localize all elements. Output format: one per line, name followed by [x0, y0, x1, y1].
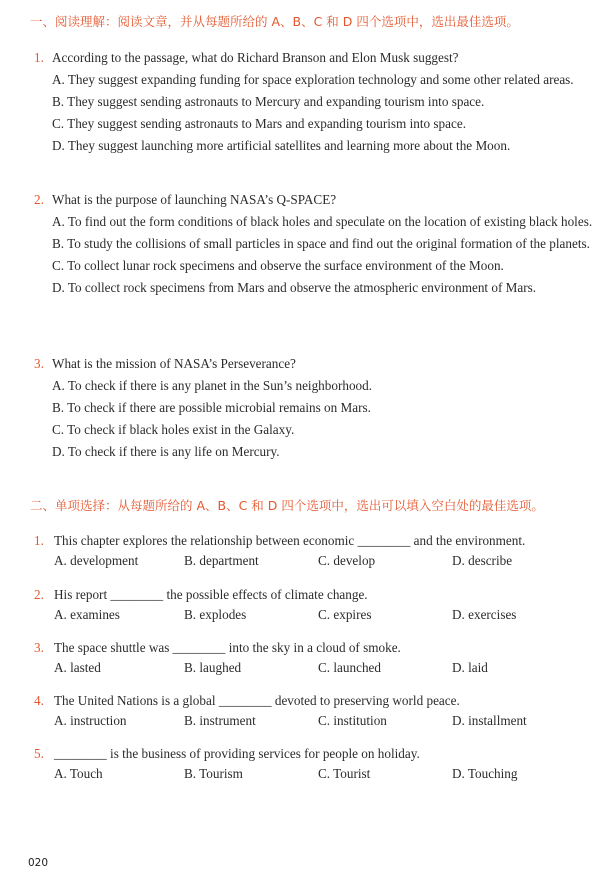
reading-question-2 — [34, 189, 599, 299]
question-stem: ________ is the business of providing services for people on holiday. — [54, 746, 420, 761]
option-b: B. instrument — [184, 713, 256, 728]
option-a: A. Touch — [54, 766, 103, 781]
question-stem: This chapter explores the relationship between economic ________ and the environment. — [54, 533, 526, 548]
option-d: D. To check if there is any life on Mercury. — [52, 444, 280, 459]
option-a: A. To check if there is any planet in the Sun’s neighborhood. — [52, 378, 373, 393]
question-stem: The United Nations is a global ________ devoted to preserving world peace. — [54, 693, 460, 708]
option-c: C. launched — [318, 660, 381, 675]
option-d: D. describe — [452, 553, 513, 568]
reading-question-3 — [34, 353, 599, 463]
choice-question-2 — [34, 585, 594, 627]
option-c: C. They suggest sending astronauts to Mars and expanding tourism into space. — [52, 116, 467, 131]
question-number: 3. — [34, 640, 44, 655]
option-a: A. lasted — [54, 660, 101, 675]
option-c: C. develop — [318, 553, 376, 568]
question-number: 5. — [34, 746, 44, 761]
page-number: 020 — [28, 857, 49, 869]
question-number: 3. — [34, 356, 44, 371]
option-b: B. laughed — [184, 660, 242, 675]
section2-heading: 二、单项选择：从每题所给的 A、B、C 和 D 四个选项中，选出可以填入空白处的最佳选项。 — [30, 498, 544, 513]
choice-question-4 — [34, 691, 594, 733]
question-number: 1. — [34, 533, 44, 548]
option-a: A. examines — [54, 607, 120, 622]
section1-heading: 一、阅读理解：阅读文章，并从每题所给的 A、B、C 和 D 四个选项中，选出最佳选项。 — [30, 14, 519, 29]
option-a: A. instruction — [54, 713, 127, 728]
option-b: B. explodes — [184, 607, 247, 622]
option-b: B. department — [184, 553, 259, 568]
option-a: A. They suggest expanding funding for space exploration technology and some other related areas. — [52, 72, 574, 87]
question-number: 4. — [34, 693, 44, 708]
option-d: D. They suggest launching more artificial satellites and learning more about the Moon. — [52, 138, 511, 153]
question-number: 2. — [34, 192, 44, 207]
option-b: B. To check if there are possible microbial remains on Mars. — [52, 400, 371, 415]
option-b: B. To study the collisions of small particles in space and find out the original formation of the planets. — [52, 236, 590, 251]
reading-question-1 — [34, 47, 599, 157]
option-a: A. development — [54, 553, 139, 568]
choice-question-3 — [34, 638, 594, 680]
option-d: D. To collect rock specimens from Mars and observe the atmospheric environment of Mars. — [52, 280, 537, 295]
option-b: B. Tourism — [184, 766, 243, 781]
option-d: D. laid — [452, 660, 488, 675]
option-c: C. institution — [318, 713, 387, 728]
option-c: C. Tourist — [318, 766, 371, 781]
option-a: A. To find out the form conditions of black holes and speculate on the location of existing black holes. — [52, 214, 593, 229]
question-stem: His report ________ the possible effects of climate change. — [54, 587, 368, 602]
option-d: D. installment — [452, 713, 527, 728]
option-b: B. They suggest sending astronauts to Mercury and expanding tourism into space. — [52, 94, 485, 109]
question-stem: According to the passage, what do Richard Branson and Elon Musk suggest? — [52, 50, 459, 65]
option-d: D. exercises — [452, 607, 517, 622]
question-stem: The space shuttle was ________ into the sky in a cloud of smoke. — [54, 640, 401, 655]
option-d: D. Touching — [452, 766, 518, 781]
question-stem: What is the mission of NASA’s Perseverance? — [52, 356, 296, 371]
option-c: C. expires — [318, 607, 372, 622]
option-c: C. To collect lunar rock specimens and observe the surface environment of the Moon. — [52, 258, 504, 273]
choice-question-5 — [34, 744, 594, 786]
question-number: 2. — [34, 587, 44, 602]
question-number: 1. — [34, 50, 44, 65]
choice-question-1 — [34, 531, 594, 573]
question-stem: What is the purpose of launching NASA’s Q-SPACE? — [52, 192, 337, 207]
option-c: C. To check if black holes exist in the Galaxy. — [52, 422, 295, 437]
